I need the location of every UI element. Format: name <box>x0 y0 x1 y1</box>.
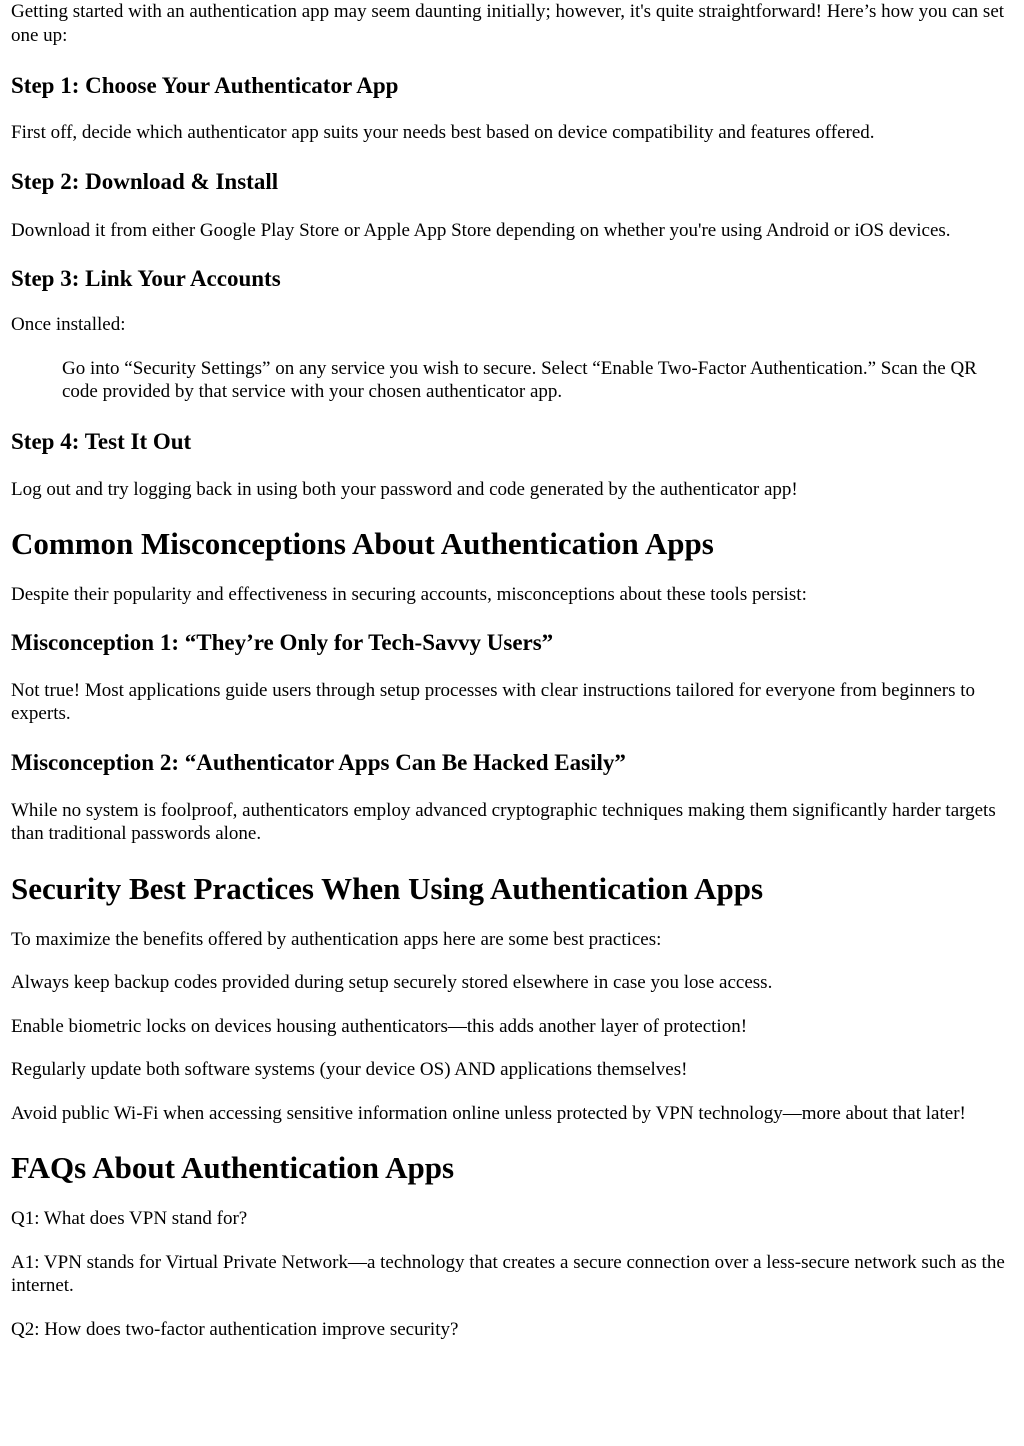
faq-question-2: Q2: How does two-factor authentication improve security? <box>11 1318 459 1340</box>
step-2-heading: Step 2: Download & Install <box>11 168 279 194</box>
step-3-body: Once installed: <box>11 314 126 335</box>
best-practices-intro: To maximize the benefits offered by authentication apps here are some best practices: <box>11 928 662 950</box>
best-practice-item: Enable biometric locks on devices housing authenticators—this adds another layer of protection! <box>11 1015 748 1037</box>
misconception-1-body: Not true! Most applications guide users through setup processes with clear instructions tailored for everyone from beginners to experts. <box>11 679 976 724</box>
intro-paragraph: Getting started with an authentication app may seem daunting initially; however, it's quite straightforward! Here’s how you can set one up: <box>11 1 1005 46</box>
misconception-1-heading: Misconception 1: “They’re Only for Tech-Savvy Users” <box>11 629 554 655</box>
misconception-2-body: While no system is foolproof, authenticators employ advanced cryptographic techniques making them significantly harder targets than traditional passwords alone. <box>11 799 996 844</box>
faqs-heading: FAQs About Authentication Apps <box>11 1150 455 1185</box>
step-2-body: Download it from either Google Play Store or Apple App Store depending on whether you're using Android or iOS devices. <box>11 219 951 241</box>
step-4-heading: Step 4: Test It Out <box>11 428 192 454</box>
best-practice-item: Regularly update both software systems (your device OS) AND applications themselves! <box>11 1059 688 1080</box>
faq-question-1: Q1: What does VPN stand for? <box>11 1208 248 1229</box>
step-3-heading: Step 3: Link Your Accounts <box>11 266 281 291</box>
step-4-body: Log out and try logging back in using both your password and code generated by the authenticator app! <box>11 478 798 500</box>
step-1-heading: Step 1: Choose Your Authenticator App <box>11 73 399 98</box>
misconceptions-intro: Despite their popularity and effectiveness in securing accounts, misconceptions about these tools persist: <box>11 584 807 605</box>
best-practice-item: Always keep backup codes provided during setup securely stored elsewhere in case you lose access. <box>11 972 773 993</box>
best-practice-item: Avoid public Wi-Fi when accessing sensitive information online unless protected by VPN technology—more about that later! <box>11 1102 966 1124</box>
step-1-body: First off, decide which authenticator app suits your needs best based on device compatibility and features offered. <box>11 122 875 143</box>
faq-answer-1: A1: VPN stands for Virtual Private Network—a technology that creates a secure connection over a less-secure network such as the internet. <box>11 1251 1005 1296</box>
step-3-instructions: Go into “Security Settings” on any service you wish to secure. Select “Enable Two-Factor Authentication.” Scan the QR code provided by that service with your chosen authenticator app. <box>62 357 977 402</box>
article-body <box>11 0 1006 1341</box>
misconceptions-heading: Common Misconceptions About Authentication Apps <box>11 526 714 561</box>
misconception-2-heading: Misconception 2: “Authenticator Apps Can Be Hacked Easily” <box>11 749 626 775</box>
best-practices-heading: Security Best Practices When Using Authentication Apps <box>11 870 764 906</box>
